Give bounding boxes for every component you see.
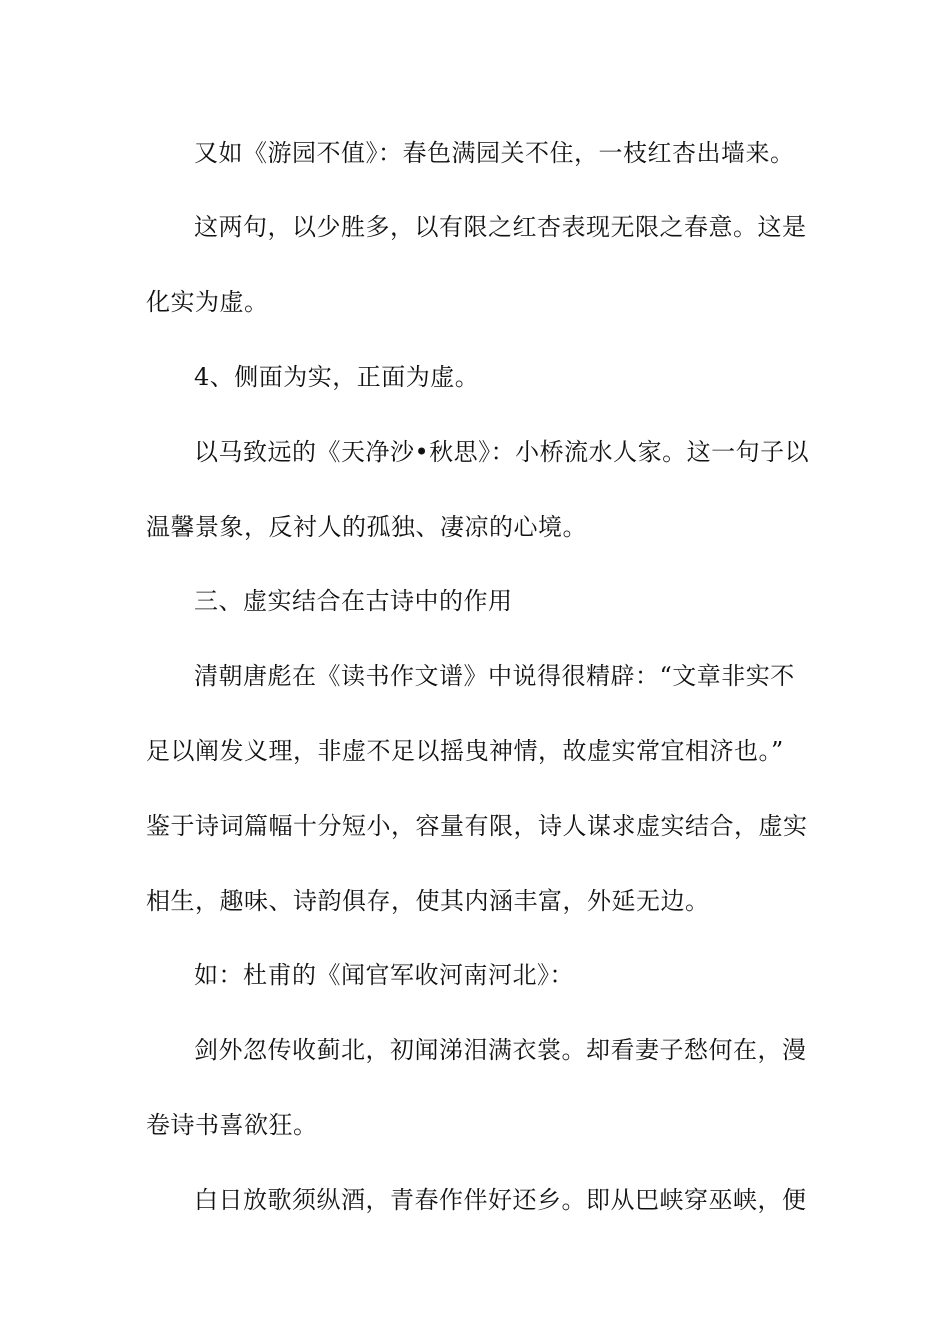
poem-line: 剑外忽传收蓟北，初闻涕泪满衣裳。却看妻子愁何在，漫 bbox=[194, 1036, 807, 1064]
text-line: 这两句，以少胜多，以有限之红杏表现无限之春意。这是 bbox=[194, 213, 807, 241]
text-line: 鉴于诗词篇幅十分短小，容量有限，诗人谋求虚实结合，虚实 bbox=[146, 812, 808, 840]
text-line: 如：杜甫的《闻官军收河南河北》： bbox=[194, 961, 574, 989]
text-line: 相生，趣味、诗韵俱存，使其内涵丰富，外延无边。 bbox=[146, 887, 710, 915]
section-heading: 4、侧面为实，正面为虚。 bbox=[194, 363, 480, 391]
text-line: 足以阐发义理，非虚不足以摇曳神情，故虚实常宜相济也。” bbox=[146, 737, 784, 765]
poem-line: 白日放歌须纵酒，青春作伴好还乡。即从巴峡穿巫峡，便 bbox=[194, 1186, 807, 1214]
text-line: 温馨景象，反衬人的孤独、凄凉的心境。 bbox=[146, 513, 587, 541]
poem-line: 卷诗书喜欲狂。 bbox=[146, 1111, 318, 1139]
section-heading: 三、虚实结合在古诗中的作用 bbox=[194, 587, 513, 615]
text-line: 又如《游园不值》：春色满园关不住，一枝红杏出墙来。 bbox=[194, 139, 795, 167]
text-line: 清朝唐彪在《读书作文谱》中说得很精辟：“文章非实不 bbox=[194, 662, 795, 690]
text-line: 以马致远的《天净沙•秋思》：小桥流水人家。这一句子以 bbox=[194, 438, 810, 466]
text-line: 化实为虚。 bbox=[146, 288, 269, 316]
